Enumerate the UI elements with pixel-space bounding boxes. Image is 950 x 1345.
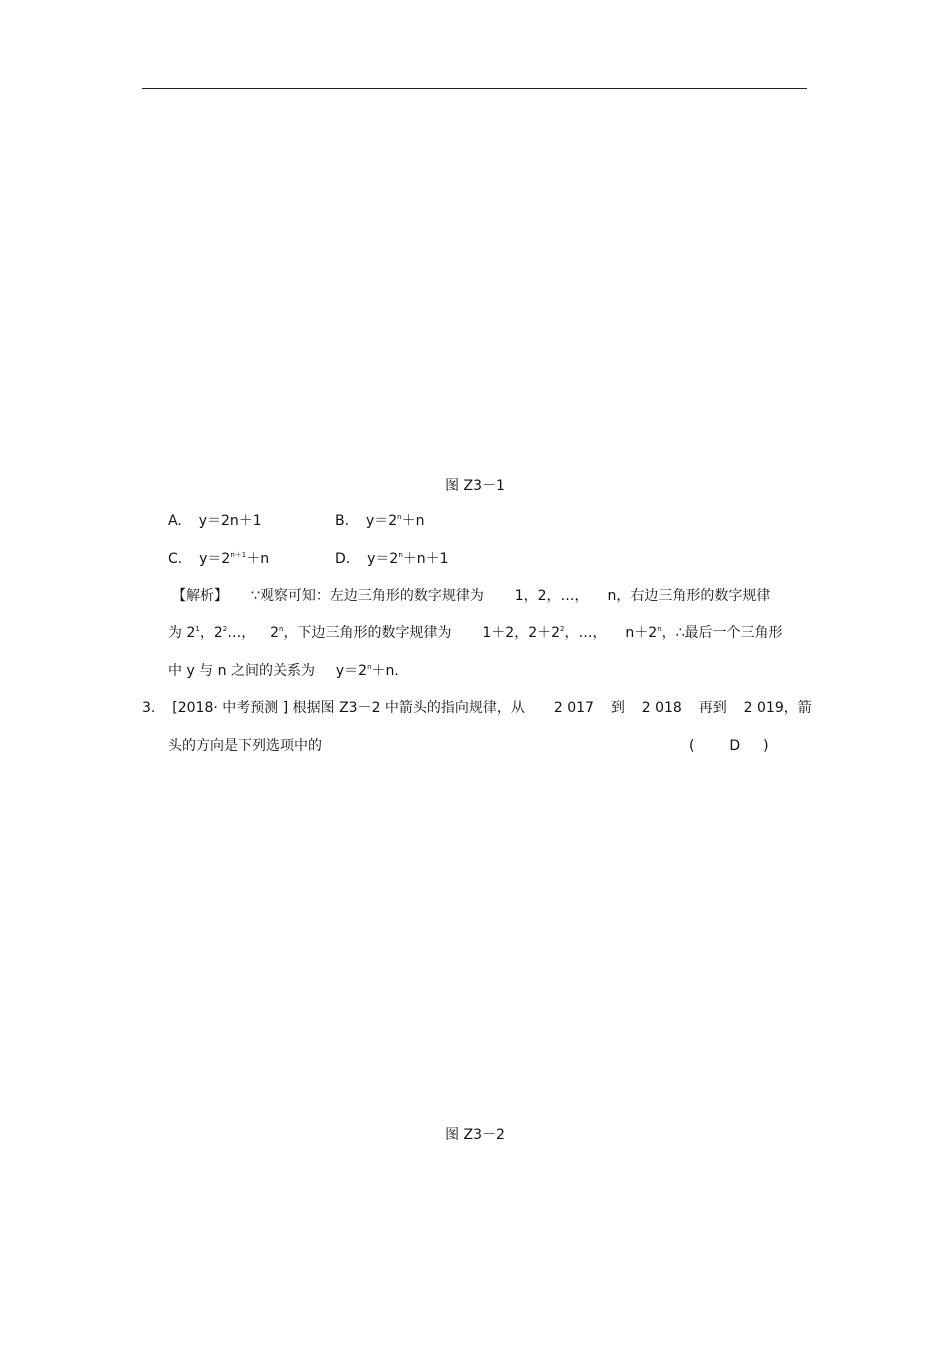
answer-open-paren: ( <box>689 738 695 754</box>
analysis-l2-sup4: 2 <box>560 625 565 633</box>
analysis-tag: 【解析】 <box>172 588 228 604</box>
analysis-l1-a: ∵观察可知：左边三角形的数字规律为 <box>250 588 484 604</box>
analysis-l3-c: ＋n. <box>371 663 399 679</box>
question-3-l1-a: 根据图 Z3－2 中箭头的指向规律，从 <box>292 700 525 716</box>
question-3-l1-f: 2 019，箭 <box>743 700 812 716</box>
option-b-tail: ＋n <box>401 513 425 529</box>
analysis-l2-sup1: 1 <box>195 625 200 633</box>
analysis-l2-sup2: 2 <box>222 625 228 633</box>
question-source: [2018· 中考预测 ] <box>172 700 289 716</box>
question-3-line-1 <box>142 698 812 718</box>
figure-caption-z3-2: 图 Z3－2 <box>445 1127 505 1143</box>
analysis-line-1 <box>172 586 770 606</box>
option-a <box>168 511 262 531</box>
question-3-l1-c: 到 <box>610 700 625 716</box>
analysis-l2-sup3: n <box>279 625 284 633</box>
option-c-base: y＝2 <box>199 551 231 567</box>
header-rule <box>142 88 807 89</box>
question-3-l1-b: 2 017 <box>553 700 594 716</box>
option-d-base: y＝2 <box>367 551 399 567</box>
analysis-l1-c: n，右边三角形的数字规律 <box>607 588 771 604</box>
option-b <box>335 511 424 531</box>
analysis-l2-a: 为 2 <box>168 625 196 641</box>
figure-caption-z3-1: 图 Z3－1 <box>445 478 505 494</box>
option-a-text: y＝2n＋1 <box>198 513 262 529</box>
analysis-l3-sup: n <box>367 663 372 671</box>
analysis-l2-h: n＋2 <box>625 625 658 641</box>
option-d-label: D. <box>335 551 351 567</box>
option-d <box>335 549 449 569</box>
option-c-exponent: n＋1 <box>230 551 247 559</box>
option-b-base: y＝2 <box>365 513 398 529</box>
analysis-l2-c: …， <box>227 625 256 641</box>
analysis-l1-b: 1，2，…， <box>514 588 589 604</box>
analysis-line-2 <box>168 623 783 643</box>
analysis-l2-e: ，下边三角形的数字规律为 <box>283 625 452 641</box>
question-3-line-2: 头的方向是下列选项中的 <box>168 738 322 754</box>
option-c <box>168 549 269 569</box>
analysis-l3-a: 中 y 与 n 之间的关系为 <box>168 663 315 679</box>
analysis-l2-b: ，2 <box>199 625 223 641</box>
analysis-l2-d: 2 <box>270 625 280 641</box>
option-b-exponent: n <box>397 513 402 521</box>
question-3-l1-e: 再到 <box>698 700 727 716</box>
question-number: 3. <box>142 700 156 716</box>
analysis-line-3 <box>168 661 399 681</box>
option-b-label: B. <box>335 513 350 529</box>
analysis-l2-i: ，∴最后一个三角形 <box>661 625 783 641</box>
analysis-l3-b: y＝2 <box>335 663 368 679</box>
option-d-tail: ＋n＋1 <box>402 551 449 567</box>
option-a-label: A. <box>168 513 182 529</box>
question-3-l1-d: 2 018 <box>641 700 682 716</box>
analysis-l2-g: ，…， <box>564 625 607 641</box>
answer-bracket <box>689 736 769 756</box>
option-c-label: C. <box>168 551 183 567</box>
answer-choice: D <box>729 738 741 754</box>
analysis-l2-f: 1＋2，2＋2 <box>482 625 561 641</box>
answer-close-paren: ) <box>763 738 769 754</box>
option-c-tail: ＋n <box>246 551 270 567</box>
analysis-l2-sup5: n <box>657 625 662 633</box>
option-d-exponent: n <box>398 551 403 559</box>
